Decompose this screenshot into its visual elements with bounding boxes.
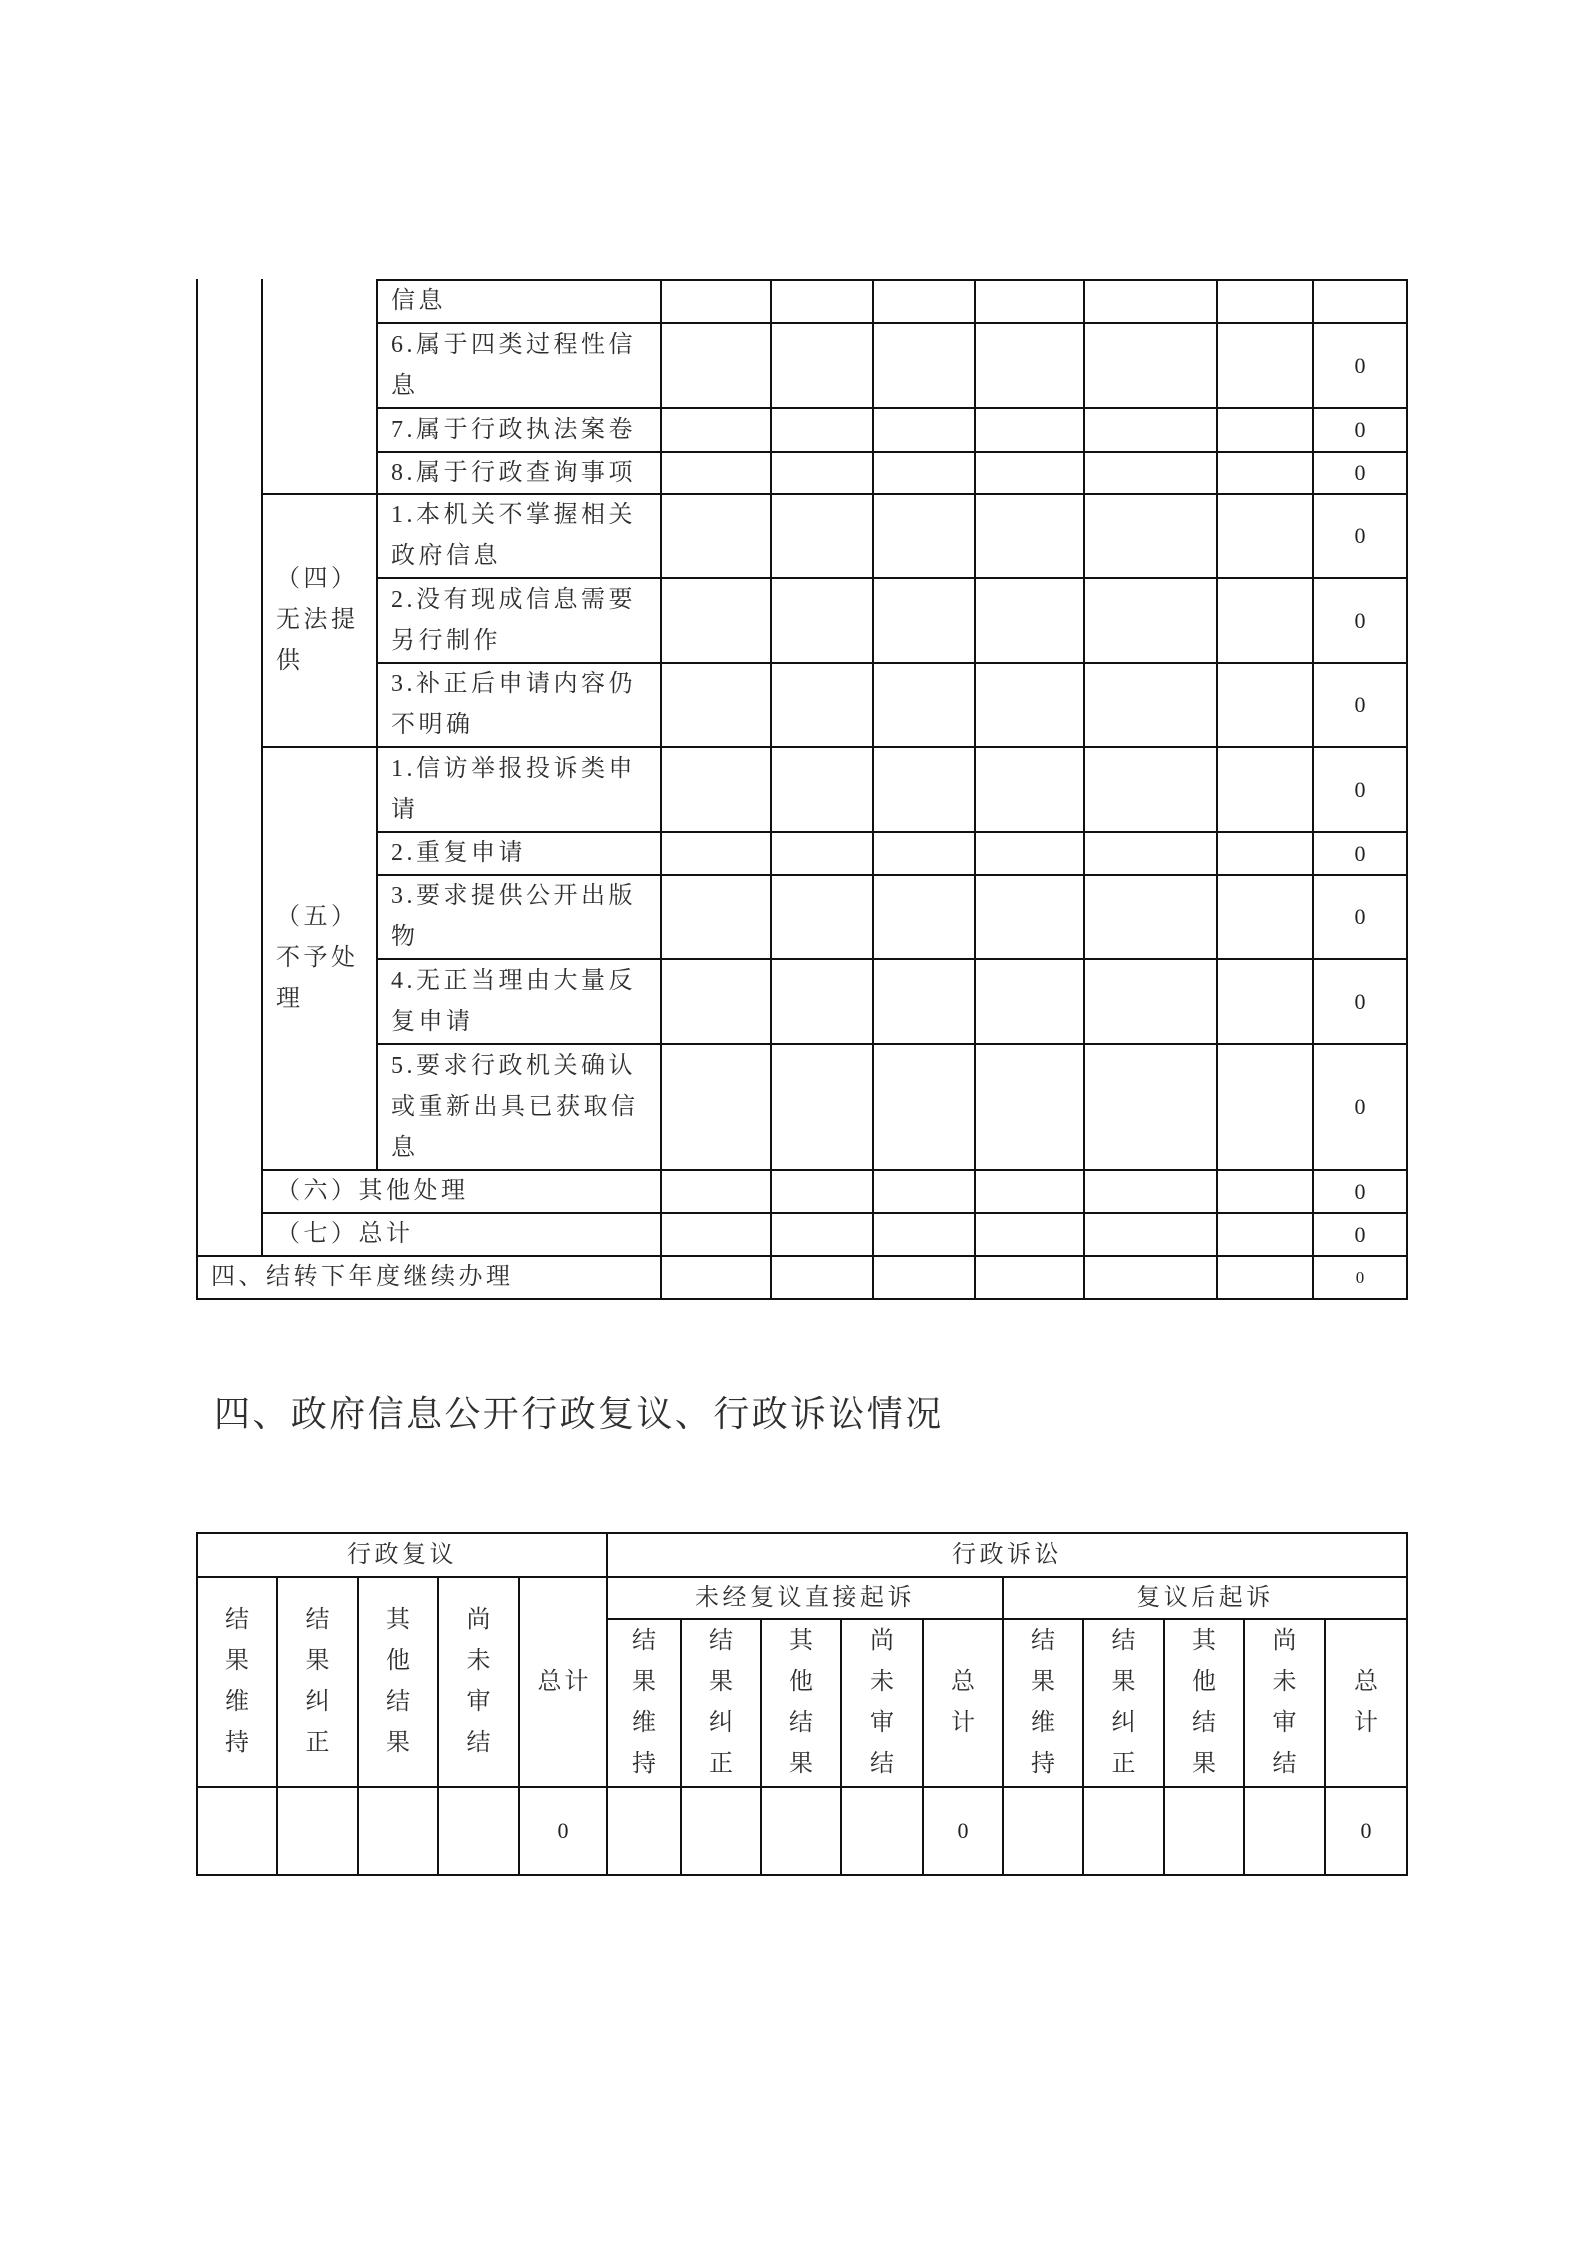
data-cell bbox=[1312, 958, 1408, 1045]
cell-value: 0 bbox=[1354, 1178, 1366, 1204]
data-cell bbox=[1312, 493, 1408, 579]
data-cell bbox=[660, 279, 772, 324]
column-header: 尚未审结 bbox=[466, 1607, 491, 1756]
header-suit-after-review bbox=[1002, 1576, 1408, 1620]
data-cell bbox=[1083, 662, 1218, 748]
cell-value: 0 bbox=[1354, 352, 1366, 378]
cell-value: 0 bbox=[1354, 1094, 1366, 1119]
data-cell bbox=[872, 958, 976, 1045]
data-cell bbox=[974, 322, 1085, 409]
data-cell bbox=[974, 577, 1085, 664]
column-header: 结果维持 bbox=[225, 1607, 249, 1756]
header-label: 复议后起诉 bbox=[1136, 1584, 1274, 1611]
data-cell bbox=[872, 874, 976, 960]
direct-column-header bbox=[922, 1618, 1004, 1788]
column-header: 其他结果 bbox=[386, 1607, 410, 1756]
data-cell bbox=[1083, 407, 1218, 453]
review-value-cell bbox=[196, 1786, 278, 1876]
data-cell bbox=[660, 746, 772, 833]
data-cell bbox=[872, 1169, 976, 1214]
data-cell bbox=[1083, 958, 1218, 1045]
data-cell bbox=[974, 831, 1085, 876]
column-header: 结果纠正 bbox=[305, 1607, 330, 1756]
row-label-cell bbox=[376, 407, 662, 453]
data-cell bbox=[974, 279, 1085, 324]
data-cell bbox=[1312, 662, 1408, 748]
group-label: （五）不予处理 bbox=[276, 904, 359, 1012]
data-cell bbox=[872, 493, 976, 579]
data-cell bbox=[974, 746, 1085, 833]
data-cell bbox=[770, 1169, 874, 1214]
data-cell bbox=[1216, 746, 1314, 833]
cell-value: 0 bbox=[1354, 417, 1366, 442]
data-cell bbox=[660, 1169, 772, 1214]
data-cell bbox=[770, 279, 874, 324]
cell-value: 0 bbox=[1354, 776, 1366, 802]
cell-value: 0 bbox=[1360, 1818, 1372, 1843]
data-cell bbox=[974, 662, 1085, 748]
after-review-column-header bbox=[1163, 1618, 1245, 1788]
data-cell bbox=[1312, 407, 1408, 453]
row-label-cell bbox=[376, 493, 662, 579]
header-label: 行政诉讼 bbox=[952, 1541, 1062, 1568]
after-review-value-cell bbox=[1243, 1786, 1326, 1876]
direct-value-cell bbox=[760, 1786, 842, 1876]
data-cell bbox=[770, 874, 874, 960]
cell-value: 0 bbox=[1354, 840, 1366, 866]
data-cell bbox=[770, 493, 874, 579]
cell-value: 0 bbox=[1354, 904, 1366, 929]
direct-value-cell bbox=[840, 1786, 924, 1876]
data-cell bbox=[1083, 577, 1218, 664]
review-value-cell bbox=[357, 1786, 439, 1876]
direct-column-header bbox=[680, 1618, 762, 1788]
data-cell bbox=[770, 577, 874, 664]
cell-value: 0 bbox=[1354, 692, 1366, 717]
direct-value-cell bbox=[680, 1786, 762, 1876]
data-cell bbox=[974, 958, 1085, 1045]
data-cell bbox=[872, 1255, 976, 1300]
data-cell bbox=[660, 1255, 772, 1300]
data-cell bbox=[1216, 322, 1314, 409]
group-cell-unable-to-provide bbox=[261, 493, 378, 748]
column-header: 其他结果 bbox=[789, 1628, 813, 1777]
row-label: 3.补正后申请内容仍不明确 bbox=[391, 671, 636, 738]
data-cell bbox=[1083, 831, 1218, 876]
data-cell bbox=[660, 577, 772, 664]
column-header: 结果纠正 bbox=[1111, 1628, 1136, 1777]
data-cell bbox=[1312, 577, 1408, 664]
data-cell bbox=[974, 1043, 1085, 1171]
review-column-header bbox=[357, 1576, 439, 1788]
data-cell bbox=[1083, 451, 1218, 495]
data-cell bbox=[770, 1255, 874, 1300]
data-cell bbox=[974, 1255, 1085, 1300]
data-cell bbox=[872, 662, 976, 748]
data-cell bbox=[1216, 1169, 1314, 1214]
row-label-cell bbox=[376, 577, 662, 664]
data-cell bbox=[872, 279, 976, 324]
row-label-cell bbox=[376, 874, 662, 960]
data-cell bbox=[872, 577, 976, 664]
data-cell bbox=[1312, 1255, 1408, 1300]
data-cell bbox=[660, 451, 772, 495]
row-label-cell bbox=[376, 1043, 662, 1171]
header-admin-litigation bbox=[606, 1532, 1408, 1578]
header-admin-review bbox=[196, 1532, 608, 1578]
row-label-cell bbox=[376, 322, 662, 409]
data-cell bbox=[1083, 746, 1218, 833]
data-cell bbox=[974, 451, 1085, 495]
data-cell bbox=[1083, 874, 1218, 960]
after-review-column-header bbox=[1243, 1618, 1326, 1788]
row-label: 1.本机关不掌握相关政府信息 bbox=[391, 502, 636, 569]
group-cell-not-processed bbox=[261, 746, 378, 1171]
data-cell bbox=[1216, 1043, 1314, 1171]
data-cell bbox=[974, 1169, 1085, 1214]
data-cell bbox=[660, 322, 772, 409]
column-header: 总计 bbox=[1354, 1669, 1378, 1736]
data-cell bbox=[1312, 1212, 1408, 1257]
data-cell bbox=[974, 1212, 1085, 1257]
data-cell bbox=[872, 451, 976, 495]
direct-value-cell bbox=[922, 1786, 1004, 1876]
review-value-cell bbox=[437, 1786, 520, 1876]
data-cell bbox=[770, 322, 874, 409]
direct-column-header bbox=[840, 1618, 924, 1788]
data-cell bbox=[1312, 279, 1408, 324]
data-cell bbox=[770, 407, 874, 453]
cell-value: 0 bbox=[1355, 1267, 1365, 1287]
data-cell bbox=[1312, 322, 1408, 409]
cell-value: 0 bbox=[557, 1818, 569, 1843]
row-label: 2.没有现成信息需要另行制作 bbox=[391, 586, 636, 654]
data-cell bbox=[660, 662, 772, 748]
data-cell bbox=[660, 1043, 772, 1171]
data-cell bbox=[770, 831, 874, 876]
after-review-column-header bbox=[1082, 1618, 1165, 1788]
row-label-carryover bbox=[196, 1255, 662, 1300]
data-cell bbox=[872, 831, 976, 876]
review-value-cell bbox=[518, 1786, 608, 1876]
after-review-value-cell bbox=[1324, 1786, 1408, 1876]
data-cell bbox=[1083, 1043, 1218, 1171]
data-cell bbox=[1312, 1169, 1408, 1214]
group-cell-continued bbox=[261, 279, 378, 495]
column-header: 结果维持 bbox=[632, 1628, 656, 1777]
data-cell bbox=[1083, 279, 1218, 324]
row-label: （七）总计 bbox=[276, 1221, 414, 1247]
review-value-cell bbox=[276, 1786, 359, 1876]
data-cell bbox=[1216, 831, 1314, 876]
direct-value-cell bbox=[606, 1786, 682, 1876]
row-label-total bbox=[261, 1212, 662, 1257]
header-direct-suit bbox=[606, 1576, 1004, 1620]
data-cell bbox=[1216, 279, 1314, 324]
data-cell bbox=[660, 1212, 772, 1257]
data-cell bbox=[770, 662, 874, 748]
row-label: 3.要求提供公开出版物 bbox=[391, 883, 636, 950]
data-cell bbox=[872, 1212, 976, 1257]
data-cell bbox=[770, 451, 874, 495]
data-cell bbox=[1083, 493, 1218, 579]
cell-value: 0 bbox=[1354, 1221, 1366, 1247]
data-cell bbox=[770, 1043, 874, 1171]
data-cell bbox=[1216, 662, 1314, 748]
data-cell bbox=[1083, 1212, 1218, 1257]
data-cell bbox=[872, 322, 976, 409]
column-header: 尚未审结 bbox=[1272, 1628, 1297, 1777]
data-cell bbox=[1216, 451, 1314, 495]
cell-value: 0 bbox=[1354, 607, 1366, 633]
data-cell bbox=[660, 407, 772, 453]
row-label: 7.属于行政执法案卷 bbox=[391, 416, 636, 443]
direct-column-header bbox=[606, 1618, 682, 1788]
data-cell bbox=[1216, 577, 1314, 664]
data-cell bbox=[660, 874, 772, 960]
data-cell bbox=[1312, 746, 1408, 833]
data-cell bbox=[1083, 322, 1218, 409]
data-cell bbox=[1216, 1212, 1314, 1257]
data-cell bbox=[974, 407, 1085, 453]
review-column-header bbox=[437, 1576, 520, 1788]
row-label: 四、结转下年度继续办理 bbox=[211, 1264, 514, 1290]
data-cell bbox=[1312, 451, 1408, 495]
data-cell bbox=[770, 746, 874, 833]
column-header: 总计 bbox=[951, 1669, 975, 1736]
after-review-column-header bbox=[1324, 1618, 1408, 1788]
data-cell bbox=[872, 746, 976, 833]
row-label: 1.信访举报投诉类申请 bbox=[391, 755, 636, 823]
data-cell bbox=[770, 958, 874, 1045]
row-label-cell bbox=[376, 662, 662, 748]
header-label: 未经复议直接起诉 bbox=[695, 1584, 915, 1611]
after-review-value-cell bbox=[1002, 1786, 1084, 1876]
review-column-header bbox=[276, 1576, 359, 1788]
cell-value: 0 bbox=[1354, 523, 1366, 548]
column-header: 其他结果 bbox=[1192, 1628, 1216, 1777]
column-header: 结果维持 bbox=[1031, 1628, 1055, 1777]
data-cell bbox=[660, 831, 772, 876]
row-label-cell bbox=[376, 451, 662, 495]
data-cell bbox=[1083, 1255, 1218, 1300]
data-cell bbox=[770, 1212, 874, 1257]
column-header: 总计 bbox=[537, 1668, 592, 1695]
data-cell bbox=[872, 407, 976, 453]
data-cell bbox=[660, 958, 772, 1045]
data-cell bbox=[1312, 1043, 1408, 1171]
cell-value: 0 bbox=[1354, 988, 1366, 1014]
data-cell bbox=[1216, 874, 1314, 960]
group-label: （四）无法提供 bbox=[276, 566, 359, 674]
row-label-cell bbox=[376, 279, 662, 324]
data-cell bbox=[1216, 1255, 1314, 1300]
row-label: 信息 bbox=[391, 288, 446, 314]
column-header: 结果纠正 bbox=[709, 1628, 733, 1777]
review-column-header bbox=[518, 1576, 608, 1788]
row-label-cell bbox=[376, 746, 662, 833]
data-cell bbox=[1083, 1169, 1218, 1214]
header-label: 行政复议 bbox=[347, 1541, 457, 1568]
cell-value: 0 bbox=[1354, 460, 1366, 485]
category-column-continued bbox=[196, 279, 263, 1257]
row-label: 2.重复申请 bbox=[391, 840, 526, 866]
data-cell bbox=[1312, 831, 1408, 876]
row-label: 4.无正当理由大量反复申请 bbox=[391, 967, 636, 1035]
column-header: 尚未审结 bbox=[870, 1628, 894, 1777]
row-label-cell bbox=[376, 831, 662, 876]
row-label-other bbox=[261, 1169, 662, 1214]
row-label: （六）其他处理 bbox=[276, 1178, 469, 1204]
data-cell bbox=[974, 493, 1085, 579]
row-label: 5.要求行政机关确认或重新出具已获取信息 bbox=[391, 1052, 639, 1161]
row-label: 8.属于行政查询事项 bbox=[391, 459, 636, 486]
cell-value: 0 bbox=[957, 1818, 969, 1843]
data-cell bbox=[1216, 407, 1314, 453]
after-review-column-header bbox=[1002, 1618, 1084, 1788]
data-cell bbox=[1216, 493, 1314, 579]
data-cell bbox=[660, 493, 772, 579]
data-cell bbox=[974, 874, 1085, 960]
after-review-value-cell bbox=[1082, 1786, 1165, 1876]
review-column-header bbox=[196, 1576, 278, 1788]
after-review-value-cell bbox=[1163, 1786, 1245, 1876]
direct-column-header bbox=[760, 1618, 842, 1788]
section-heading: 四、政府信息公开行政复议、行政诉讼情况 bbox=[214, 1394, 944, 1435]
row-label: 6.属于四类过程性信息 bbox=[391, 331, 636, 399]
data-cell bbox=[872, 1043, 976, 1171]
data-cell bbox=[1216, 958, 1314, 1045]
row-label-cell bbox=[376, 958, 662, 1045]
data-cell bbox=[1312, 874, 1408, 960]
